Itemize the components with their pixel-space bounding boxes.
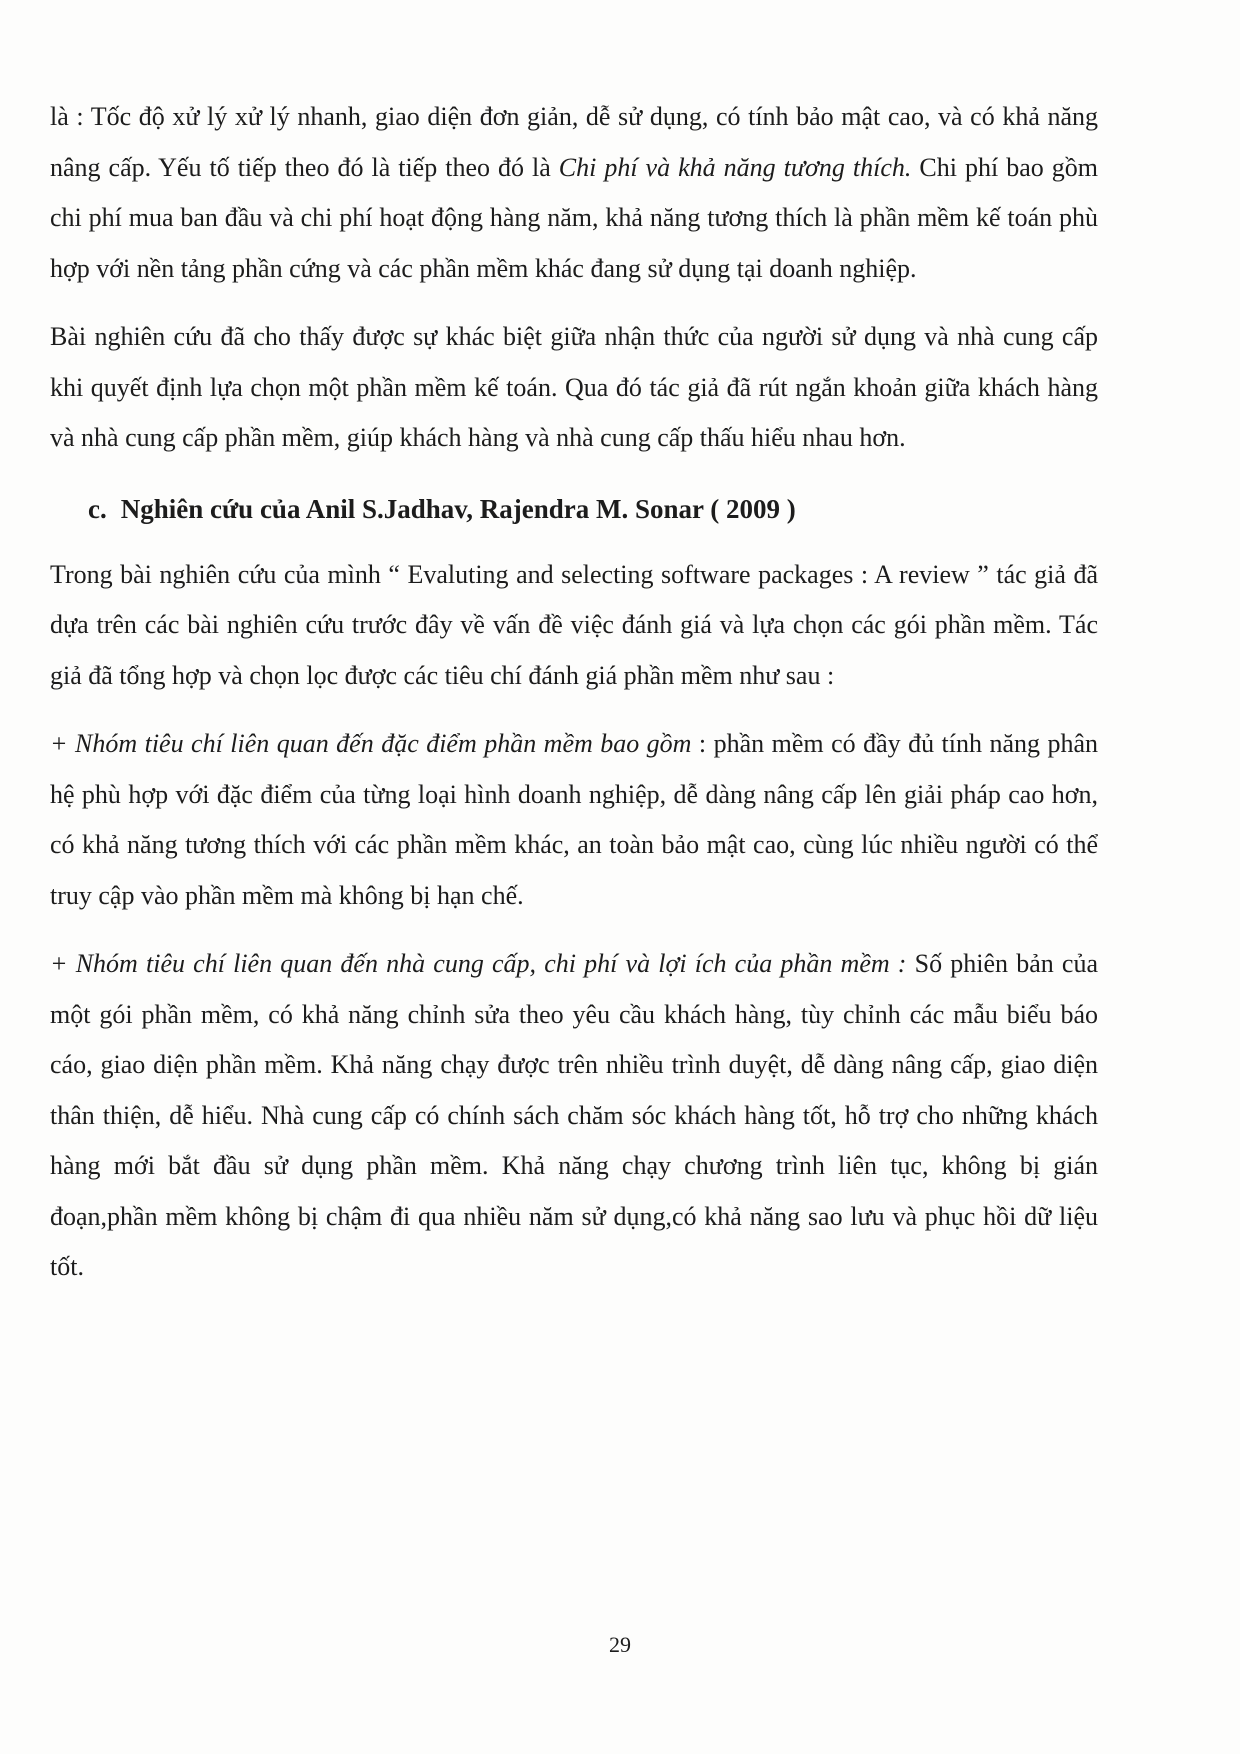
paragraph-text: : phần mềm có đầy đủ tính năng phân hệ phù hợp với đặc điểm của từng loại hình doanh nghiệp, dễ dàng nâng cấp lên giải pháp cao hơn, có khả năng tương thích với các phần mềm khác, an toàn bảo mật cao, cùng lúc nhiều người có thể truy cập vào phần mềm mà không bị hạn chế. — [50, 729, 1099, 910]
paragraph-text: là : Tốc độ xử lý xử lý nhanh, giao diện đơn giản, dễ sử dụng, có tính bảo mật cao, và có khả năng nâng cấp. Yếu tố tiếp theo đó là tiếp theo đó là — [50, 102, 1098, 182]
italic-term: Chi phí và khả năng tương thích. — [558, 152, 912, 182]
paragraph-vendor-criteria — [50, 939, 1098, 1293]
section-title: Nghiên cứu của Anil S.Jadhav, Rajendra M. Sonar ( 2009 ) — [120, 493, 796, 524]
page-body — [50, 92, 1098, 1293]
italic-criteria-group: + Nhóm tiêu chí liên quan đến đặc điểm phần mềm bao gồm — [50, 729, 692, 758]
page-number: 29 — [609, 1632, 631, 1657]
paragraph-software-criteria — [50, 719, 1098, 921]
paragraph-criteria-summary — [50, 92, 1098, 294]
paragraph-text: Chi phí bao gồm chi phí mua ban đầu và chi phí hoạt động hàng năm, khả năng tương thích là phần mềm kế toán phù hợp với nền tảng phần cứng và các phần mềm khác đang sử dụng tại doanh nghiệp. — [50, 152, 1098, 283]
paragraph-study-conclusion: Bài nghiên cứu đã cho thấy được sự khác biệt giữa nhận thức của người sử dụng và nhà cung cấp khi quyết định lựa chọn một phần mềm kế toán. Qua đó tác giả đã rút ngắn khoản giữa khách hàng và nhà cung cấp phần mềm, giúp khách hàng và nhà cung cấp thấu hiểu nhau hơn. — [50, 322, 1098, 452]
section-heading — [50, 484, 1098, 534]
paragraph-text: Số phiên bản của một gói phần mềm, có khả năng chỉnh sửa theo yêu cầu khách hàng, tùy chỉnh các mẫu biểu báo cáo, giao diện phần mềm. Khả năng chạy được trên nhiều trình duyệt, dễ dàng nâng cấp, giao diện thân thiện, dễ hiểu. Nhà cung cấp có chính sách chăm sóc khách hàng tốt, hỗ trợ cho những khách hàng mới bắt đầu sử dụng phần mềm. Khả năng chạy chương trình liên tục, không bị gián đoạn,phần mềm không bị chậm đi qua nhiều năm sử dụng,có khả năng sao lưu và phục hồi dữ liệu tốt. — [50, 949, 1099, 1281]
paragraph-review-intro: Trong bài nghiên cứu của mình “ Evaluting and selecting software packages : A review ” tác giả đã dựa trên các bài nghiên cứu trước đây về vấn đề việc đánh giá và lựa chọn các gói phần mềm. Tác giả đã tổng hợp và chọn lọc được các tiêu chí đánh giá phần mềm như sau : — [50, 559, 1098, 690]
section-label: c. — [88, 493, 107, 524]
italic-criteria-group: + Nhóm tiêu chí liên quan đến nhà cung cấp, chi phí và lợi ích của phần mềm : — [50, 949, 907, 978]
